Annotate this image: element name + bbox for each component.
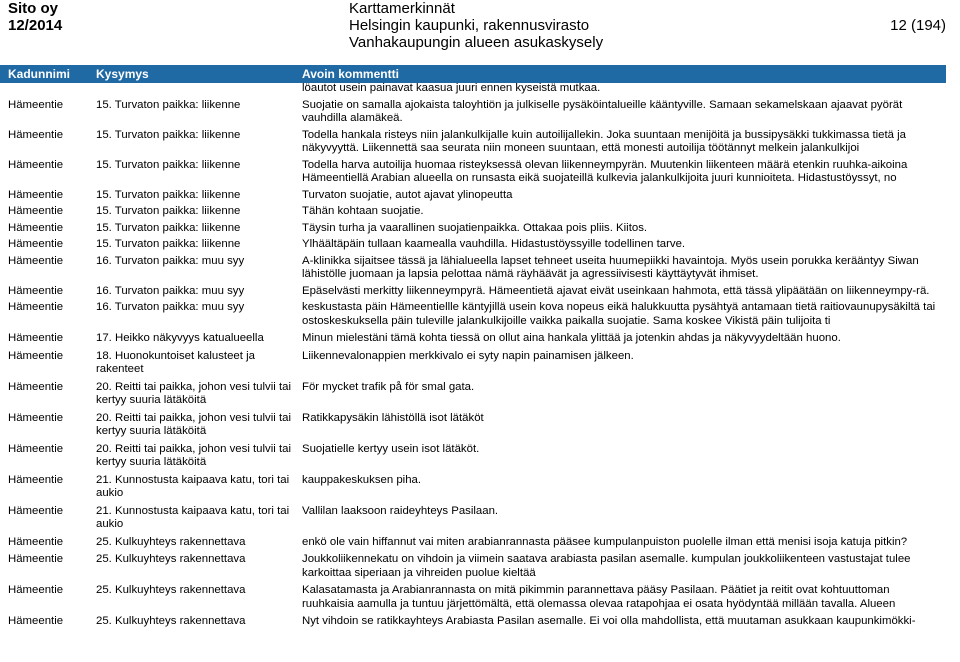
- continued-comment: löautot usein painavat kaasua juuri ennen kyseistä mutkaa.: [302, 82, 601, 94]
- question-cell: 15. Turvaton paikka: liikenne: [96, 205, 241, 217]
- header-center: [349, 0, 603, 51]
- survey-name: Vanhakaupungin alueen asukaskysely: [349, 34, 604, 51]
- street-cell: Hämeentie: [8, 188, 64, 201]
- table-row: [0, 584, 960, 611]
- comment-cell: Turvaton suojatie, autot ajavat ylinopeutta: [302, 188, 513, 201]
- question-cell: 15. Turvaton paikka: liikenne: [96, 221, 241, 234]
- company-name: Sito oy: [8, 0, 59, 17]
- column-header-bar: [0, 65, 946, 83]
- column-header-street: Kadunnimi: [8, 67, 70, 81]
- comment-cell: Ylhäältäpäin tullaan kaamealla vauhdilla. Hidastustöyssyille todellinen tarve.: [302, 238, 686, 250]
- street-cell: Hämeentie: [8, 98, 64, 111]
- comment-cell: Nyt vihdoin se ratikkayhteys Arabiasta Pasilan asemalle. Ei voi olla mahdollista, että muutaman asukkaan kaupunkimökki-: [302, 615, 916, 627]
- comment-cell: Minun mielestäni tämä kohta tiessä on ollut aina hankala ylittää ja jotenkin ahdas ja näkyvyydeltään huono.: [302, 332, 841, 344]
- comment-cell: Kalasatamasta ja Arabianrannasta on mitä pikimmin parannettava pääsy Pasilaan. Päätiet ja reitit ovat kohtuuttoman ruuhkaisia aamulla ja tuntuu järjettömältä, että olemassa olevaa ratapohjaa ei osata hyödyntää millään tavalla. Alueen: [302, 584, 896, 610]
- table-row: [0, 205, 960, 219]
- question-cell: 15. Turvaton paikka: liikenne: [96, 98, 241, 111]
- table-row: [0, 412, 960, 439]
- street-cell: Hämeentie: [8, 301, 64, 313]
- question-cell: 20. Reitti tai paikka, johon vesi tulvii tai kertyy suuria lätäköitä: [96, 411, 292, 437]
- table-row: [0, 332, 960, 346]
- table-row: [0, 189, 960, 203]
- street-cell: Hämeentie: [8, 254, 64, 267]
- comment-cell: Todella harva autoilija huomaa risteyksessä olevan liikenneympyrän. Muutenkin liikenteen määrä etenkin ruuhka-aikoina Hämeentiellä Arabian alueella on runsasta eikä suojateillä kulkevia jalankulkijoita juuri kunnioiteta. Hidastustöyssyt, no: [302, 158, 908, 184]
- question-cell: 15. Turvaton paikka: liikenne: [96, 158, 241, 171]
- table-row: [0, 129, 960, 156]
- table-row: [0, 350, 960, 377]
- document-title: Karttamerkinnät: [349, 0, 455, 17]
- table-row: [0, 301, 960, 328]
- comment-cell: keskustasta päin Hämeentiellle käntyjillä usein kova nopeus eikä halukkuutta pysähtyä antamaan tietä raitiovaunupysäkiltä tai ostoskeskuksella päin tuleville jalankulkijoille vaikka paikalla suojatie. Sama koskee Vikistä päin tulijoita ti: [302, 301, 936, 327]
- table-row: [0, 536, 960, 550]
- question-cell: 21. Kunnostusta kaipaava katu, tori tai aukio: [96, 504, 290, 530]
- table-row: [0, 99, 960, 126]
- table-rows: [0, 99, 960, 629]
- street-cell: Hämeentie: [8, 221, 64, 234]
- street-cell: Hämeentie: [8, 380, 64, 393]
- page-number: 12 (194): [890, 17, 946, 34]
- question-cell: 15. Turvaton paikka: liikenne: [96, 128, 241, 141]
- comment-cell: Vallilan laaksoon raideyhteys Pasilaan.: [302, 504, 499, 517]
- comment-cell: Suojatie on samalla ajokaista taloyhtiön ja julkiselle pysäköintalueille kääntyville. Samaan sekamelskaan ajaavat pyörät vauhdilla alamäkeä.: [302, 98, 903, 124]
- question-cell: 21. Kunnostusta kaipaava katu, tori tai aukio: [96, 473, 290, 499]
- question-cell: 16. Turvaton paikka: muu syy: [96, 254, 245, 267]
- comment-cell: Ratikkapysäkin lähistöllä isot lätäköt: [302, 411, 484, 424]
- street-cell: Hämeentie: [8, 238, 64, 250]
- street-cell: Hämeentie: [8, 615, 64, 627]
- street-cell: Hämeentie: [8, 349, 64, 362]
- street-cell: Hämeentie: [8, 553, 64, 565]
- organization: Helsingin kaupunki, rakennusvirasto: [349, 17, 590, 34]
- question-cell: 20. Reitti tai paikka, johon vesi tulvii tai kertyy suuria lätäköitä: [96, 442, 292, 468]
- street-cell: Hämeentie: [8, 584, 64, 596]
- report-date: 12/2014: [8, 17, 63, 34]
- comment-cell: Suojatielle kertyy usein isot lätäköt.: [302, 442, 480, 455]
- table-row: [0, 474, 960, 501]
- table-row: [0, 222, 960, 236]
- survey-table: [0, 82, 960, 629]
- comment-cell: Todella hankala risteys niin jalankulkijalle kuin autoilijallekin. Joka suuntaan menijöitä ja bussipysäkki tukkimassa tietä ja näkyvyyttä. Liikennettä saa seurata niin moneen suuntaan, että monesti autoilija töötännyt melkein jalankulkijoi: [302, 128, 907, 154]
- table-row: [0, 159, 960, 186]
- question-cell: 16. Turvaton paikka: muu syy: [96, 301, 245, 313]
- question-cell: 15. Turvaton paikka: liikenne: [96, 238, 241, 250]
- street-cell: Hämeentie: [8, 473, 64, 486]
- table-row: [0, 381, 960, 408]
- street-cell: Hämeentie: [8, 158, 64, 171]
- table-row: [0, 615, 960, 629]
- question-cell: 20. Reitti tai paikka, johon vesi tulvii tai kertyy suuria lätäköitä: [96, 380, 292, 406]
- comment-cell: A-klinikka sijaitsee tässä ja lähialueella lapset tehneet useita huumepiikki havaintoja. Myös usein porukka kerääntyy Siwan lähistölle juomaan ja lapsia pelottaa nämä räyhäävät ja agressiivisesti käyttäytyvät ihmiset.: [302, 254, 919, 280]
- comment-cell: enkö ole vain hiffannut vai miten arabianrannasta pääsee kumpulanpuiston puolelle ilman että menisi isoja katuja pitkin?: [302, 535, 908, 548]
- street-cell: Hämeentie: [8, 284, 64, 297]
- street-cell: Hämeentie: [8, 128, 64, 141]
- table-row: [0, 553, 960, 580]
- street-cell: Hämeentie: [8, 332, 64, 344]
- question-cell: 25. Kulkuyhteys rakennettava: [96, 615, 246, 627]
- street-cell: Hämeentie: [8, 411, 64, 424]
- question-cell: 25. Kulkuyhteys rakennettava: [96, 553, 246, 565]
- table-row: [0, 443, 960, 470]
- question-cell: 25. Kulkuyhteys rakennettava: [96, 535, 246, 548]
- page-header: [0, 0, 960, 62]
- comment-cell: Epäselvästi merkitty liikenneympyrä. Hämeentietä ajavat eivät useinkaan hahmota, että tässä ylipäätään on liikenneympy-rä.: [302, 284, 930, 297]
- street-cell: Hämeentie: [8, 442, 64, 455]
- table-row: [0, 505, 960, 532]
- street-cell: Hämeentie: [8, 535, 64, 548]
- column-header-comment: Avoin kommentti: [302, 67, 399, 81]
- table-row: [0, 285, 960, 299]
- table-row: [0, 255, 960, 282]
- comment-cell: Tähän kohtaan suojatie.: [302, 205, 424, 217]
- street-cell: Hämeentie: [8, 205, 64, 217]
- comment-cell: För mycket trafik på för smal gata.: [302, 380, 475, 393]
- comment-cell: Täysin turha ja vaarallinen suojatienpaikka. Ottakaa pois pliis. Kiitos.: [302, 221, 648, 234]
- comment-cell: Liikennevalonappien merkkivalo ei syty napin painamisen jälkeen.: [302, 349, 634, 362]
- question-cell: 25. Kulkuyhteys rakennettava: [96, 584, 246, 596]
- question-cell: 15. Turvaton paikka: liikenne: [96, 188, 241, 201]
- comment-cell: kauppakeskuksen piha.: [302, 473, 422, 486]
- question-cell: 18. Huonokuntoiset kalusteet ja rakenteet: [96, 349, 255, 375]
- header-left: [8, 0, 62, 34]
- street-cell: Hämeentie: [8, 504, 64, 517]
- column-header-question: Kysymys: [96, 67, 149, 81]
- table-row: [0, 238, 960, 252]
- question-cell: 16. Turvaton paikka: muu syy: [96, 284, 245, 297]
- comment-cell: Joukkoliikennekatu on vihdoin ja viimein saatava arabiasta pasilan asemalle. kumpulan joukkoliikenteen vastustajat tulee karkoittaa siperiaan ja vihreiden puolue kieltää: [302, 553, 911, 579]
- question-cell: 17. Heikko näkyvyys katualueella: [96, 332, 264, 344]
